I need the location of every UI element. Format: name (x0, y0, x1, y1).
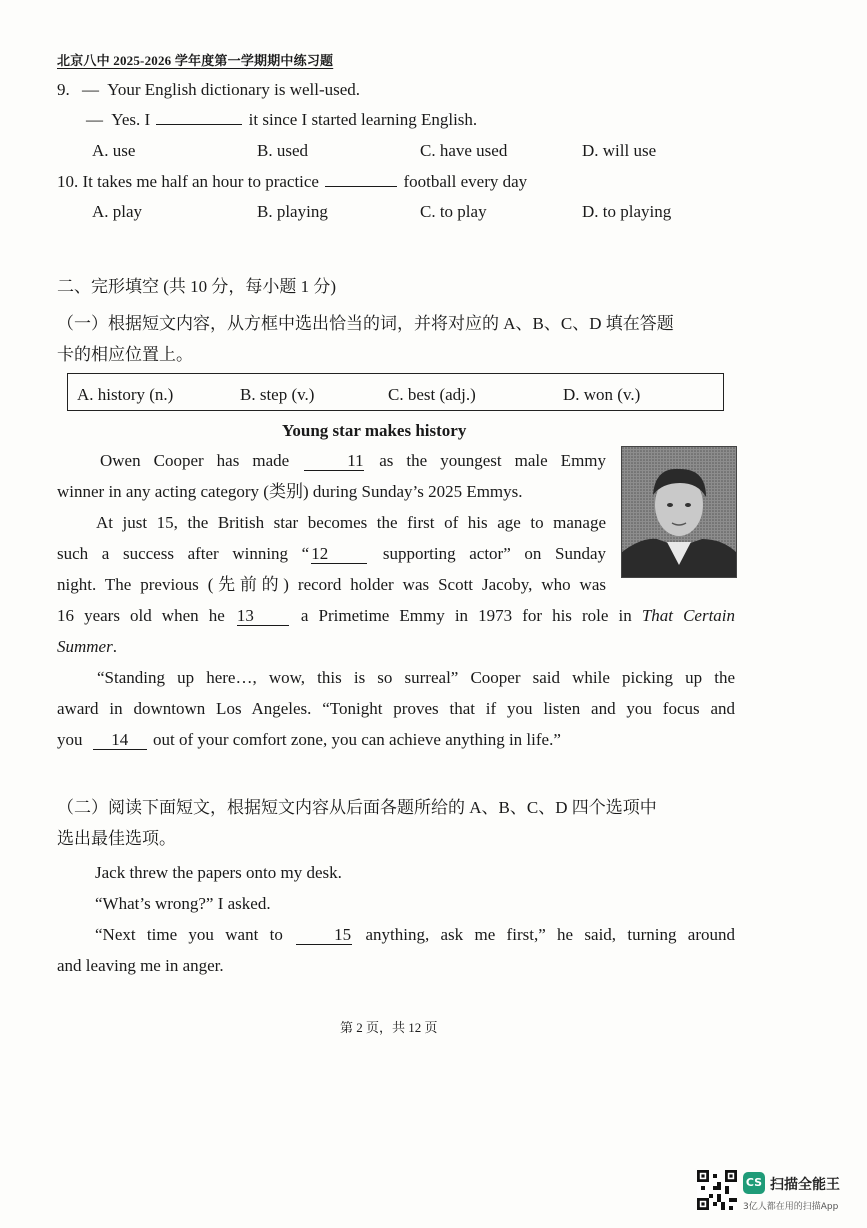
passage-text: “Next time you want to (95, 925, 283, 944)
question-text: it since I started learning English. (248, 110, 478, 129)
page-number: 第 2 页，共 12 页 (340, 1020, 438, 1035)
passage-text: a Primetime Emmy in 1973 for his role in (300, 606, 632, 625)
question-9-line-2 (86, 110, 477, 130)
word-option: B. step (v.) (240, 385, 315, 404)
blank-15: 15 (296, 926, 352, 945)
part1-instruction: （一）根据短文内容，从方框中选出恰当的词，并将对应的 A、B、C、D 填在答题 (57, 314, 674, 333)
question-text: Your English dictionary is well-used. (107, 80, 361, 99)
passage-line: night. The previous (先前的) record holder was Scott Jacoby, who was (57, 575, 606, 594)
passage-text: 16 years old when he (57, 606, 225, 625)
option-b: B. used (257, 141, 308, 160)
blank-12: 12 (311, 545, 367, 564)
option-c: C. have used (420, 141, 508, 160)
passage-line (57, 544, 606, 564)
passage-text: as the youngest male Emmy (379, 451, 607, 470)
answer-blank (156, 124, 242, 125)
question-text: It takes me half an hour to practice (82, 172, 319, 191)
story-line: and leaving me in anger. (57, 956, 224, 975)
story-line (57, 925, 735, 945)
actor-photo (621, 446, 737, 578)
passage-line: “Standing up here…, wow, this is so surreal” Cooper said while picking up the (97, 668, 735, 687)
story-line: Jack threw the papers onto my desk. (95, 863, 342, 882)
option-c: C. to play (420, 202, 487, 221)
option-d: D. to playing (582, 202, 672, 221)
passage-text: anything, ask me first,” he said, turning around (365, 925, 735, 944)
blank-11: 11 (304, 452, 364, 471)
part2-instruction: 选出最佳选项。 (57, 829, 176, 848)
answer-blank (325, 186, 397, 187)
story-line: “What’s wrong?” I asked. (95, 894, 271, 913)
option-b: B. playing (257, 202, 328, 221)
movie-title: That Certain (641, 606, 736, 625)
option-a: A. play (92, 202, 143, 221)
word-option: D. won (v.) (563, 385, 641, 404)
page-header: 北京八中 2025-2026 学年度第一学期期中练习题 (57, 53, 334, 68)
passage-line: award in downtown Los Angeles. “Tonight proves that if you listen and you focus and (57, 699, 735, 718)
option-d: D. will use (582, 141, 657, 160)
passage-text: . (112, 637, 117, 656)
passage-text: out of your comfort zone, you can achieve anything in life.” (153, 730, 561, 749)
question-10-line (57, 172, 527, 192)
scanner-app-name: 扫描全能王 (770, 1177, 840, 1193)
passage-line: At just 15, the British star becomes the first of his age to manage (96, 513, 606, 532)
question-text: football every day (403, 172, 528, 191)
scanner-tagline: 3亿人都在用的扫描App (743, 1202, 839, 1212)
section-title: 二、完形填空 (共 10 分，每小题 1 分) (57, 277, 337, 296)
blank-13: 13 (237, 607, 289, 626)
passage-text: such a success after winning “ (57, 544, 310, 563)
passage-text: supporting actor” on Sunday (382, 544, 606, 563)
portrait-image (622, 447, 736, 577)
blank-14: 14 (93, 731, 147, 750)
passage-text: Owen Cooper has made (100, 451, 290, 470)
question-number: 10. (57, 172, 79, 191)
option-a: A. use (92, 141, 136, 160)
word-option: A. history (n.) (77, 385, 174, 404)
part2-instruction: （二）阅读下面短文，根据短文内容从后面各题所给的 A、B、C、D 四个选项中 (57, 798, 657, 817)
camscanner-logo-icon: CS (743, 1172, 765, 1194)
passage-line (57, 451, 606, 471)
qr-code-icon (697, 1170, 737, 1210)
movie-title: Summer (57, 637, 113, 656)
passage-title: Young star makes history (282, 421, 467, 440)
word-box (67, 373, 724, 411)
word-option: C. best (adj.) (388, 385, 476, 404)
passage-line (57, 730, 561, 750)
passage-line (57, 637, 117, 657)
dash: — (82, 80, 99, 99)
passage-text: you (57, 730, 83, 749)
passage-line: winner in any acting category (类别) during Sunday’s 2025 Emmys. (57, 482, 523, 501)
dash: — (86, 110, 103, 129)
passage-line (57, 606, 735, 626)
question-text: Yes. I (111, 110, 151, 129)
question-9-line-1 (57, 80, 360, 100)
question-number: 9. (57, 80, 70, 99)
part1-instruction: 卡的相应位置上。 (57, 345, 193, 364)
